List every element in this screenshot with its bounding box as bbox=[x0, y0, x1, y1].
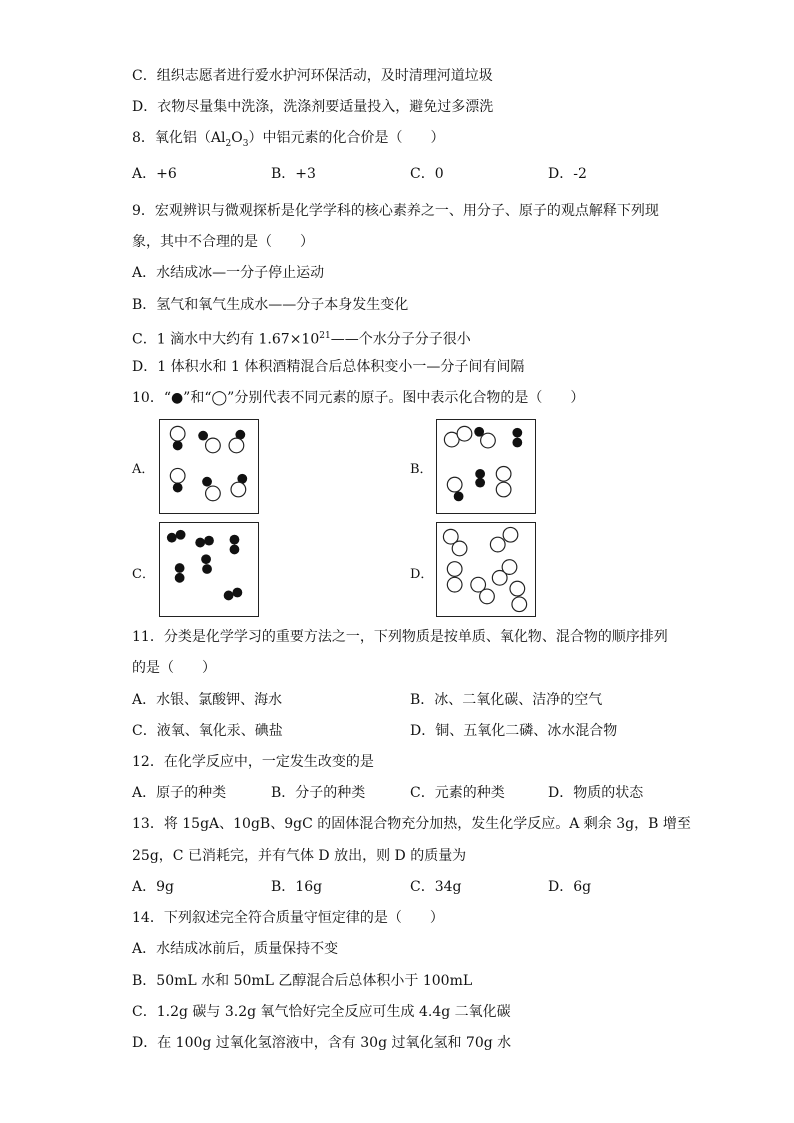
q12-option-c: C．元素的种类 bbox=[410, 785, 505, 801]
q14-option-a: A．水结成冰前后，质量保持不变 bbox=[132, 941, 339, 957]
q14-option-c: C．1.2g 碳与 3.2g 氧气恰好完全反应可生成 4.4g 二氧化碳 bbox=[132, 1004, 511, 1020]
q10-diagram-a bbox=[159, 419, 259, 514]
q10-label-d: D． bbox=[410, 567, 434, 582]
q9-stem-line2: 象，其中不合理的是（ ） bbox=[132, 234, 314, 250]
q13-option-c: C．34g bbox=[410, 879, 462, 895]
q8-stem: 8．氧化铝$(Al_2O_3)$中铝元素的化合价是（ ） bbox=[132, 130, 445, 149]
q12-stem: 12．在化学反应中，一定发生改变的是 bbox=[132, 754, 374, 770]
q10-label-b: B． bbox=[410, 462, 433, 477]
q7-option-c: C．组织志愿者进行爱水护河环保活动，及时清理河道垃圾 bbox=[132, 68, 493, 84]
q13-stem-line1: 13．将 15gA、10gB、9gC 的固体混合物充分加热，发生化学反应。A 剩余 3g，B 增至 bbox=[132, 816, 691, 832]
q13-option-b: B．16g bbox=[271, 879, 323, 895]
q11-option-d: D．铜、五氧化二磷、冰水混合物 bbox=[410, 723, 618, 739]
q8-option-a: A．+6 bbox=[132, 166, 177, 182]
q11-option-b: B．冰、二氧化碳、洁净的空气 bbox=[410, 692, 603, 708]
q11-option-c: C．液氧、氧化汞、碘盐 bbox=[132, 723, 283, 739]
q9-option-c: C．1 滴水中大约有 $1.67\times 10^{21}——$个水分子分子很小 bbox=[132, 331, 471, 348]
q12-option-a: A．原子的种类 bbox=[132, 785, 227, 801]
q7-option-d: D．衣物尽量集中洗涤，洗涤剂要适量投入，避免过多漂洗 bbox=[132, 99, 494, 115]
q8-option-d: D．-2 bbox=[548, 166, 587, 182]
q14-option-d: D．在 100g 过氧化氢溶液中，含有 30g 过氧化氢和 70g 水 bbox=[132, 1035, 512, 1051]
q13-option-d: D．6g bbox=[548, 879, 592, 895]
q10-diagram-d bbox=[436, 522, 536, 617]
q12-option-b: B．分子的种类 bbox=[271, 785, 366, 801]
q10-diagram-c bbox=[159, 522, 259, 617]
q11-option-a: A．水银、氯酸钾、海水 bbox=[132, 692, 283, 708]
q14-option-b: B．50mL 水和 50mL 乙醇混合后总体积小于 100mL bbox=[132, 973, 473, 989]
q10-label-a: A． bbox=[132, 462, 155, 477]
q14-stem: 14．下列叙述完全符合质量守恒定律的是（ ） bbox=[132, 910, 444, 926]
q10-stem: 10．“●”和“◯”分别代表不同元素的原子。图中表示化合物的是（ ） bbox=[132, 390, 585, 406]
q12-option-d: D．物质的状态 bbox=[548, 785, 644, 801]
q9-option-b: B．氢气和氧气生成水——分子本身发生变化 bbox=[132, 297, 409, 313]
q8-option-c: C．0 bbox=[410, 166, 444, 182]
q11-stem-line1: 11．分类是化学学习的重要方法之一，下列物质是按单质、氧化物、混合物的顺序排列 bbox=[132, 629, 668, 645]
q13-stem-line2: 25g，C 已消耗完，并有气体 D 放出，则 D 的质量为 bbox=[132, 848, 467, 864]
q10-diagram-b bbox=[436, 419, 536, 514]
q9-option-a: A．水结成冰—一分子停止运动 bbox=[132, 265, 325, 281]
q9-option-d: D．1 体积水和 1 体积酒精混合后总体积变小一—分子间有间隔 bbox=[132, 359, 525, 375]
q11-stem-line2: 的是（ ） bbox=[132, 660, 216, 676]
q13-option-a: A．9g bbox=[132, 879, 174, 895]
q9-stem-line1: 9．宏观辨识与微观探析是化学学科的核心素养之一、用分子、原子的观点解释下列现 bbox=[132, 203, 659, 219]
q10-label-c: C． bbox=[132, 567, 155, 582]
q8-option-b: B．+3 bbox=[271, 166, 316, 182]
